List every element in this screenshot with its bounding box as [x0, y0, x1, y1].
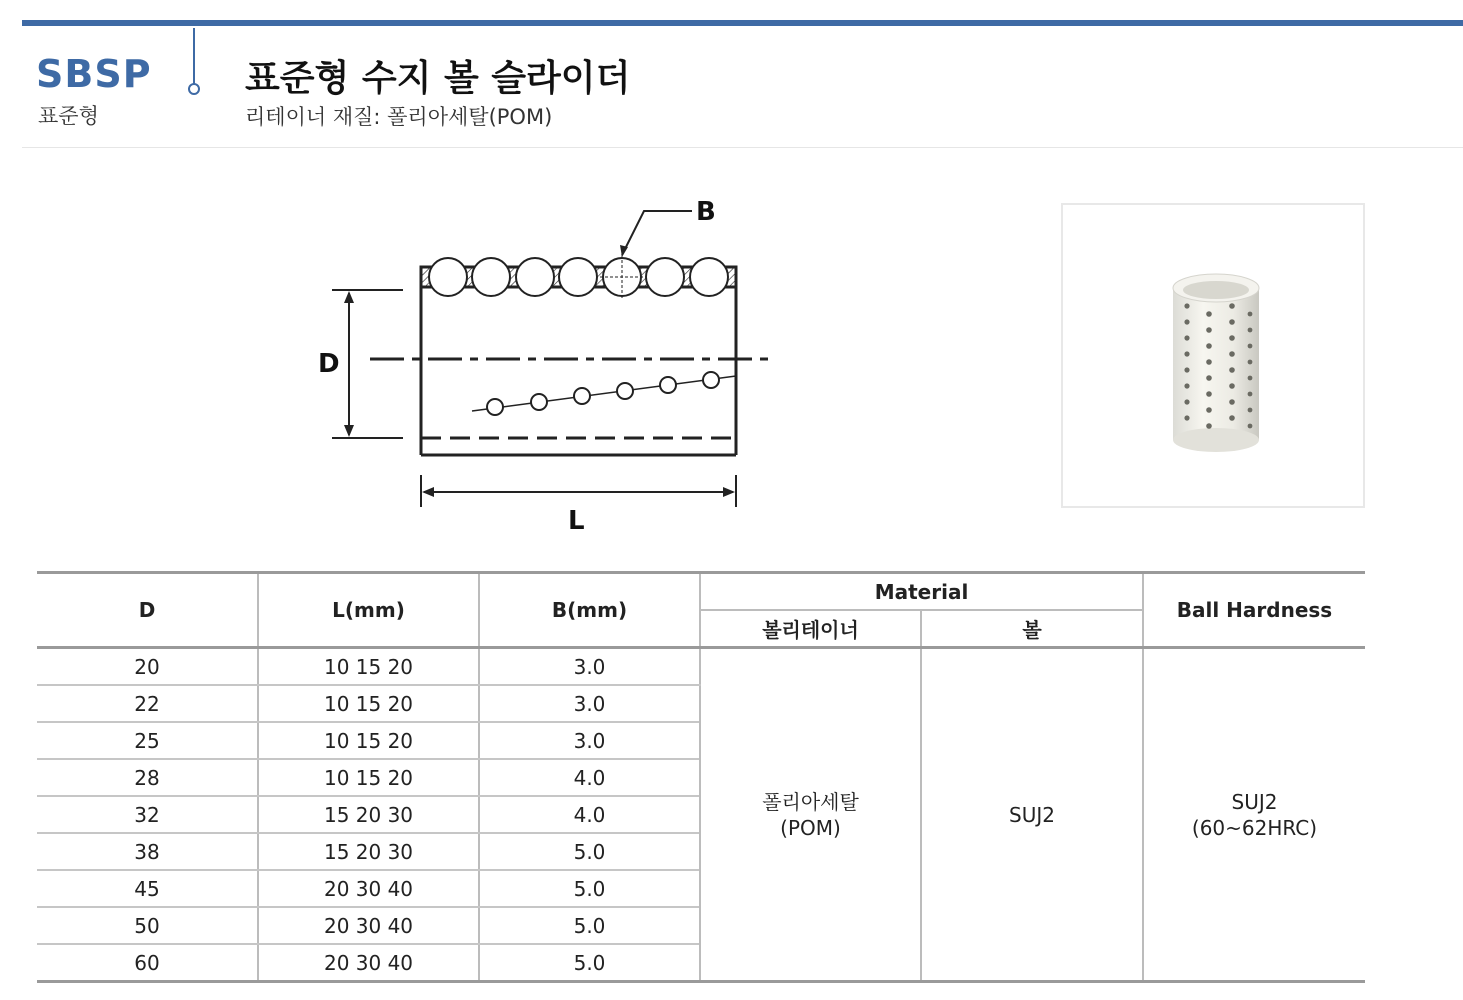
cell-l: 15 20 30 — [258, 833, 479, 870]
cell-b: 3.0 — [479, 648, 700, 686]
header-ball: 볼 — [921, 610, 1143, 648]
cell-b: 5.0 — [479, 944, 700, 982]
cell-retainer-material — [700, 648, 921, 982]
cell-l: 10 15 20 — [258, 759, 479, 796]
cell-l: 15 20 30 — [258, 796, 479, 833]
header-material: Material — [700, 573, 1143, 611]
header-retainer: 볼리테이너 — [700, 610, 921, 648]
product-code: SBSP — [36, 52, 152, 96]
cell-b: 5.0 — [479, 907, 700, 944]
cell-l: 20 30 40 — [258, 907, 479, 944]
cell-ball-material: SUJ2 — [921, 648, 1143, 982]
cell-d: 60 — [37, 944, 258, 982]
ball-centerlines — [600, 255, 644, 299]
cell-b: 4.0 — [479, 759, 700, 796]
header-divider — [22, 147, 1463, 148]
cell-l: 10 15 20 — [258, 722, 479, 759]
cell-d: 28 — [37, 759, 258, 796]
label-d: D — [318, 349, 340, 379]
retainer-cylinder — [1173, 274, 1259, 452]
cell-d: 50 — [37, 907, 258, 944]
cell-d: 20 — [37, 648, 258, 686]
header-ball-hardness: Ball Hardness — [1143, 573, 1365, 648]
ball-row — [429, 258, 728, 296]
cell-ball-hardness — [1143, 648, 1365, 982]
header-b: B(mm) — [479, 573, 700, 648]
header-accent-bar — [22, 20, 1463, 26]
page-subtitle: 리테이너 재질: 폴리아세탈(POM) — [245, 105, 553, 129]
cell-d: 45 — [37, 870, 258, 907]
cell-l: 20 30 40 — [258, 870, 479, 907]
retainer-material-name: 폴리아세탈 — [762, 789, 859, 814]
cell-l: 10 15 20 — [258, 648, 479, 686]
retainer-material-code: (POM) — [780, 815, 841, 840]
header-marker-line — [193, 28, 195, 84]
page-title: 표준형 수지 볼 슬라이더 — [245, 58, 631, 99]
hardness-value: (60~62HRC) — [1191, 815, 1318, 840]
cell-b: 3.0 — [479, 722, 700, 759]
cell-d: 38 — [37, 833, 258, 870]
cell-l: 10 15 20 — [258, 685, 479, 722]
header-marker-dot — [188, 83, 200, 95]
header-l: L(mm) — [258, 573, 479, 648]
label-b: B — [696, 197, 716, 227]
spec-table — [37, 571, 1365, 983]
cell-b: 5.0 — [479, 870, 700, 907]
cell-l: 20 30 40 — [258, 944, 479, 982]
table-row — [37, 648, 1365, 686]
cell-b: 3.0 — [479, 685, 700, 722]
cell-d: 32 — [37, 796, 258, 833]
cell-b: 5.0 — [479, 833, 700, 870]
product-type: 표준형 — [38, 104, 99, 128]
cell-d: 25 — [37, 722, 258, 759]
header-d: D — [37, 573, 258, 648]
hardness-material: SUJ2 — [1231, 789, 1278, 814]
cell-d: 22 — [37, 685, 258, 722]
technical-drawing — [300, 185, 800, 549]
product-photo — [1061, 203, 1365, 508]
label-l: L — [568, 506, 585, 536]
cell-b: 4.0 — [479, 796, 700, 833]
